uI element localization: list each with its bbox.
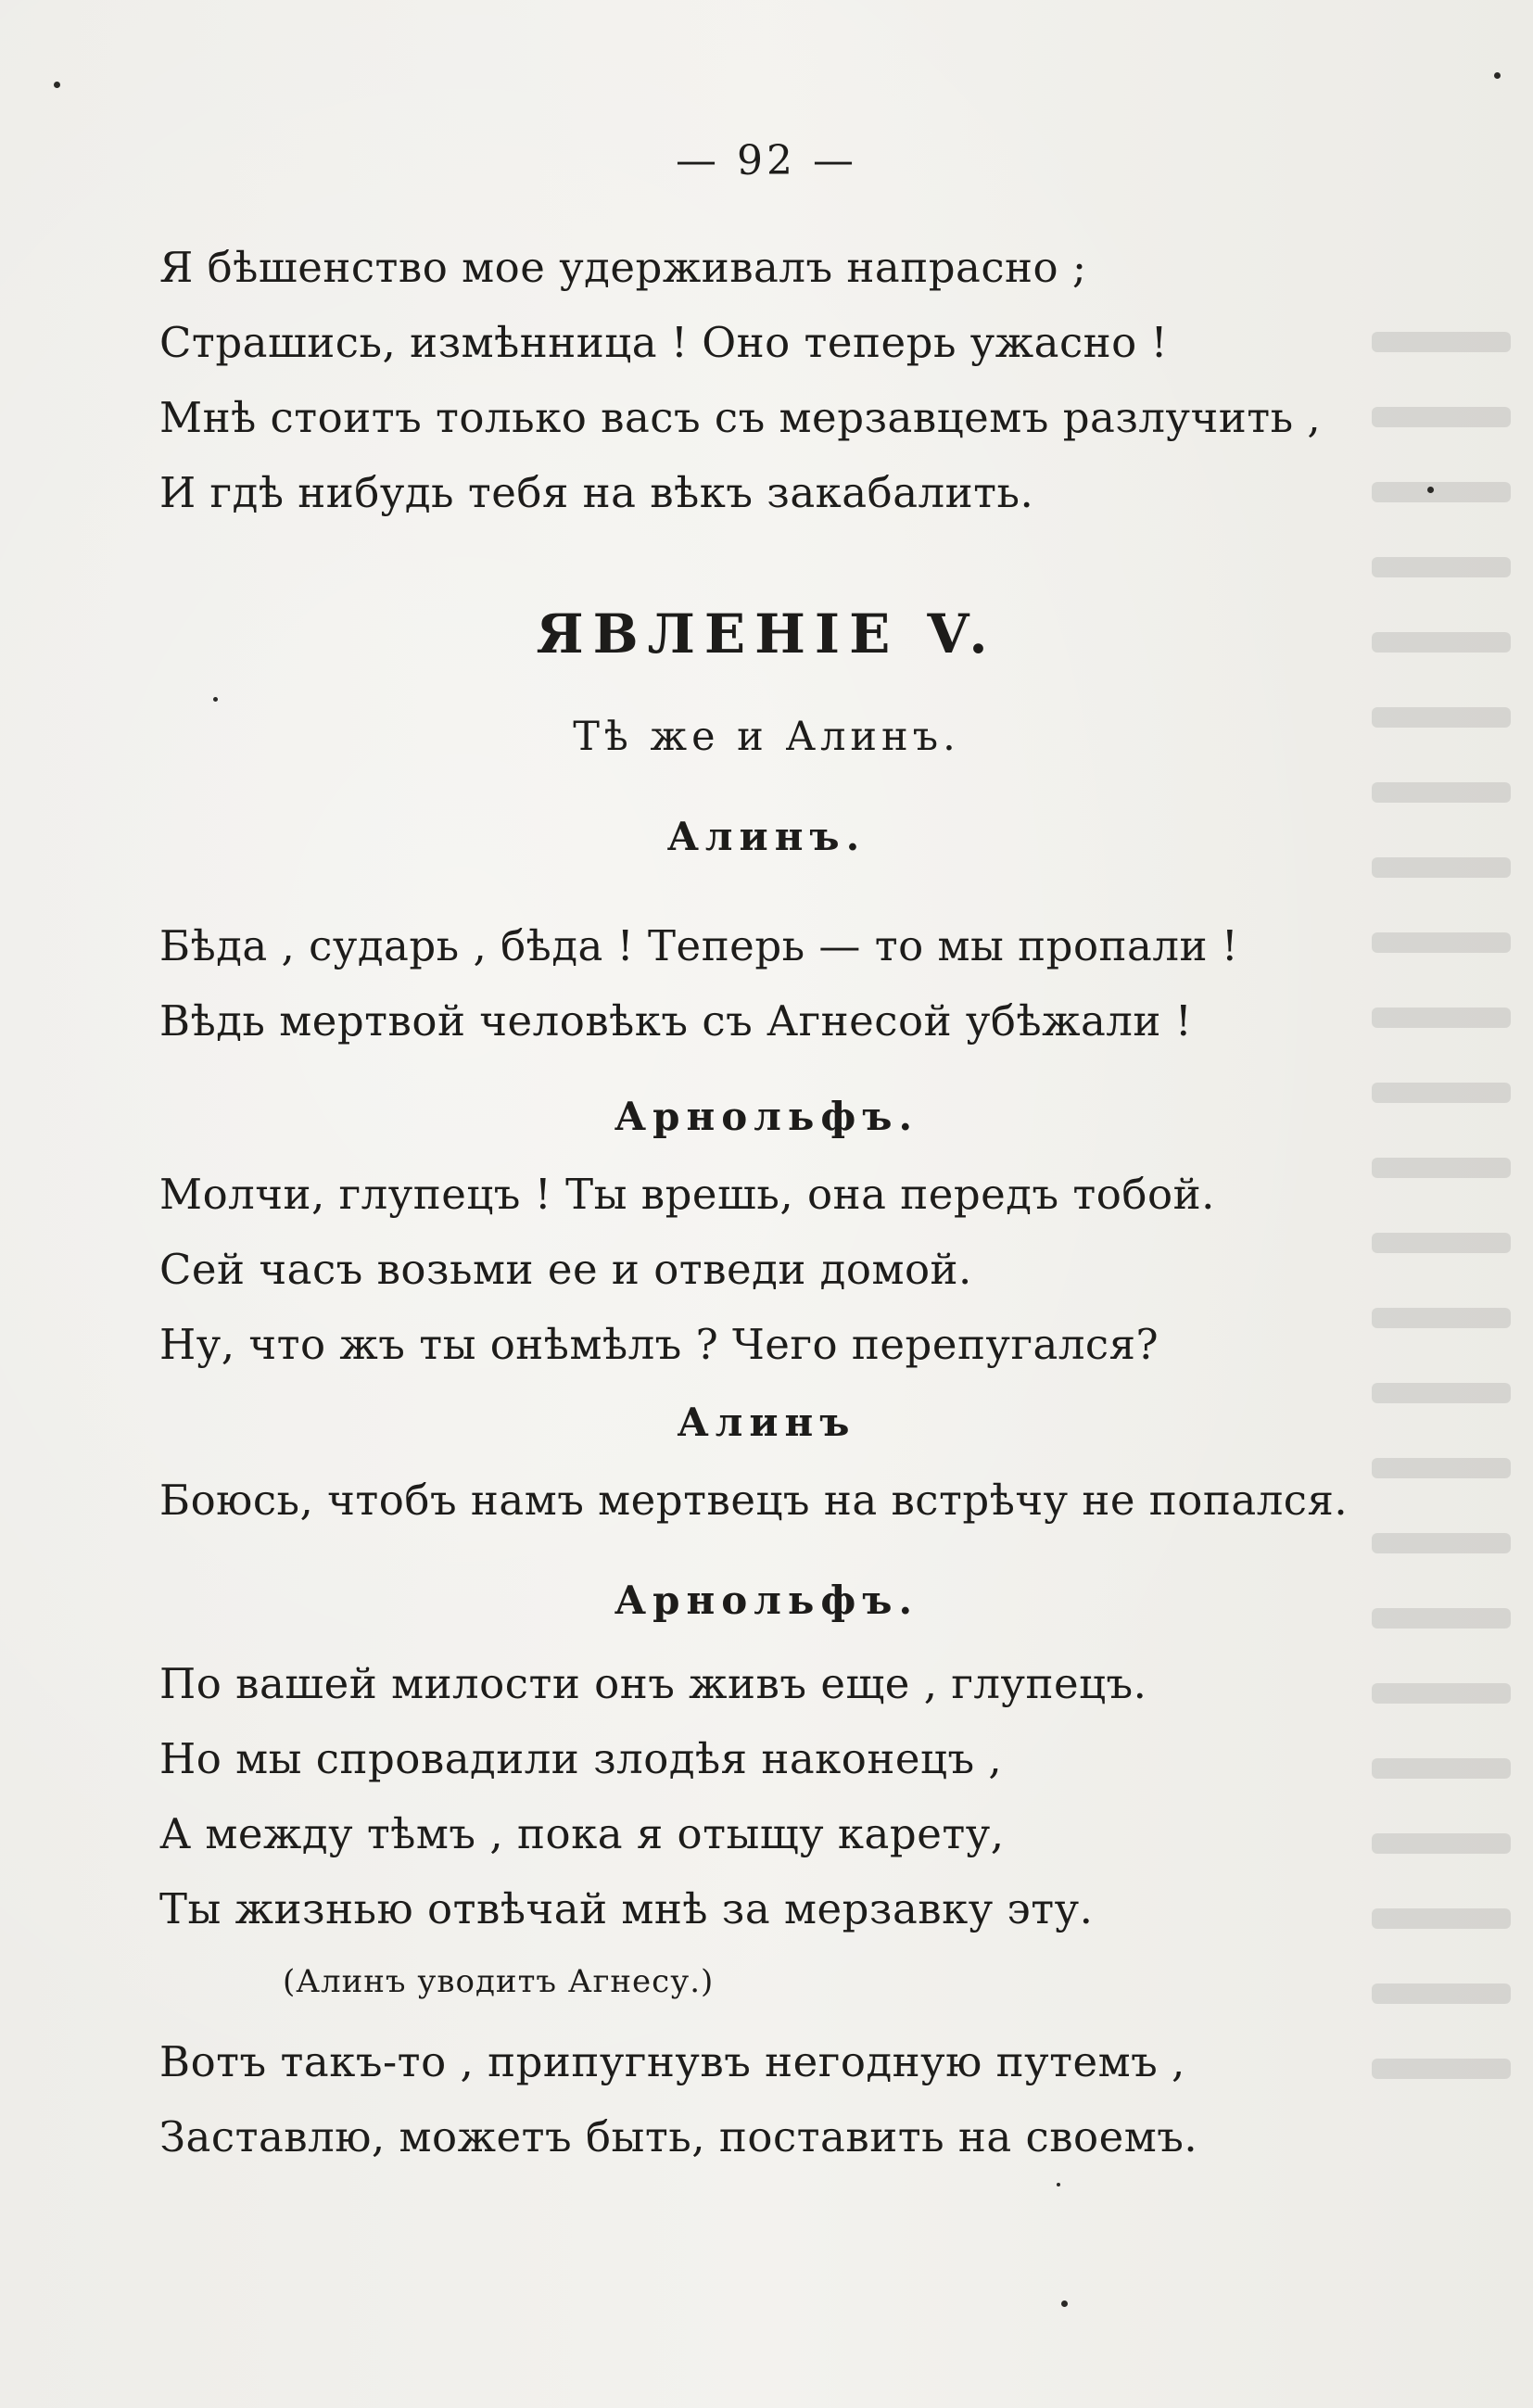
ink-speck xyxy=(1057,2183,1060,2186)
verse-line: Сей часъ возьми ее и отведи домой. xyxy=(159,1245,972,1294)
verse-line: Страшись, измѣнница ! Оно теперь ужасно ! xyxy=(159,318,1169,367)
verse-line: Но мы спровадили злодѣя наконецъ , xyxy=(159,1734,1003,1783)
speaker-name: Алинъ. xyxy=(666,814,867,859)
verse-line: Вотъ такъ-то , припугнувъ негодную путемъ , xyxy=(159,2037,1185,2086)
verse-line: И гдѣ нибудь тебя на вѣкъ закабалить. xyxy=(159,468,1034,517)
ink-speck xyxy=(213,697,218,702)
stage-direction: (Алинъ уводитъ Агнесу.) xyxy=(283,1963,715,2000)
ink-speck xyxy=(54,82,60,88)
verse-line: Вѣдь мертвой человѣкъ съ Агнесой убѣжали ! xyxy=(159,996,1193,1046)
ink-speck xyxy=(1427,487,1434,493)
verse-line: Я бѣшенство мое удерживалъ напрасно ; xyxy=(159,243,1087,292)
verse-line: Ну, что жъ ты онѣмѣлъ ? Чего перепугался? xyxy=(159,1320,1159,1369)
verse-line: Мнѣ стоитъ только васъ съ мерзавцемъ разлучить , xyxy=(159,393,1322,442)
verse-line: А между тѣмъ , пока я отыщу карету, xyxy=(159,1809,1005,1858)
bleed-through-text xyxy=(1372,306,1533,2150)
speaker-name: Арнольфъ. xyxy=(614,1578,919,1623)
speaker-name: Алинъ xyxy=(677,1400,856,1445)
verse-line: По вашей милости онъ живъ еще , глупецъ. xyxy=(159,1659,1147,1708)
verse-line: Бѣда , сударь , бѣда ! Теперь — то мы пропали ! xyxy=(159,921,1239,970)
verse-line: Ты жизнью отвѣчай мнѣ за мерзавку эту. xyxy=(159,1884,1094,1933)
page-number: — 92 — xyxy=(676,137,857,184)
cast-line: Тѣ же и Алинъ. xyxy=(573,714,960,760)
ink-speck xyxy=(1061,2300,1068,2307)
speaker-name: Арнольфъ. xyxy=(614,1094,919,1139)
verse-line: Боюсь, чтобъ намъ мертвецъ на встрѣчу не попался. xyxy=(159,1476,1349,1525)
verse-line: Заставлю, можетъ быть, поставить на своемъ. xyxy=(159,2112,1198,2161)
scene-heading: ЯВЛЕНІЕ V. xyxy=(536,602,997,665)
ink-speck xyxy=(1494,72,1501,79)
verse-line: Молчи, глупецъ ! Ты врешь, она передъ тобой. xyxy=(159,1170,1215,1219)
